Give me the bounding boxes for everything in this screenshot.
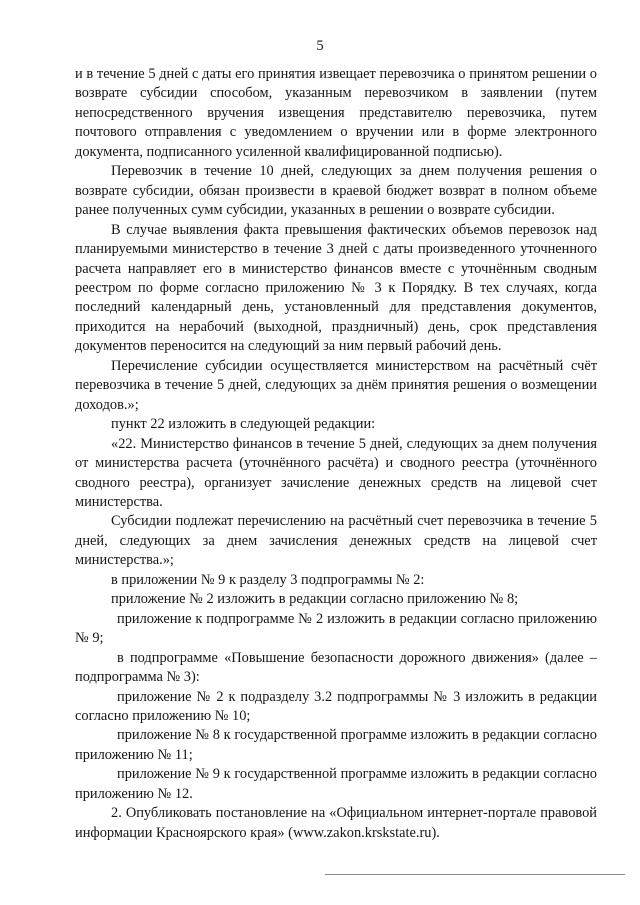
paragraph-publication: 2. Опубликовать постановление на «Официальном интернет-портале правовой информации Красноярского края» (www.zakon.krskstate.ru). [75, 805, 597, 841]
paragraph-item-22-intro: пункт 22 изложить в следующей редакции: [111, 416, 376, 433]
paragraph-subsidy-transfer: Перечисление субсидии осуществляется министерством на расчётный счёт перевозчика в течение 5 дней, следующих за днём принятия решения о возмещении доходов.»; [75, 357, 597, 413]
paragraph-item-22: «22. Министерство финансов в течение 5 дней, следующих за днем получения от министерства расчета (уточнённого расчёта) и сводного реестра (уточнённого сводного реестра), организует зачисление денежных средств на лицевой счет министерства. [75, 435, 597, 510]
paragraph-subsection-3-2: приложение № 2 к подразделу 3.2 подпрограммы № 3 изложить в редакции согласно приложению № 10; [75, 688, 597, 724]
paragraph-subprogram-2-appendix: приложение к подпрограмме № 2 изложить в редакции согласно приложению № 9; [75, 610, 597, 647]
paragraph-appendix-8-state: приложение № 8 к государственной программе изложить в редакции согласно приложению № 11; [75, 727, 597, 763]
paragraph-transfer-term: Субсидии подлежат перечислению на расчётный счет перевозчика в течение 5 дней, следующих за днем зачисления денежных средств на лицевой счет министерства.»; [75, 513, 597, 569]
paragraph-subsidy-return-notice: и в течение 5 дней с даты его принятия извещает перевозчика о принятом решении о возврате субсидии способом, указанным перевозчиком в заявлении (путем непосредственного вручения извещения представителю перевозчика, путем почтового отправления с уведомлением о вручении или в форме электронного документа, подписанного усиленной квалифицированной подписью). [75, 66, 597, 160]
paragraph-appendix-9-state: приложение № 9 к государственной программе изложить в редакции согласно приложению № 12. [75, 766, 597, 802]
page-number: 5 [316, 38, 324, 54]
paragraph-appendix-2: приложение № 2 изложить в редакции согласно приложению № 8; [111, 591, 519, 608]
paragraph-excess-volume: В случае выявления факта превышения фактических объемов перевозок над планируемыми министерство в течение 3 дней с даты произведенного уточненного расчета направляет его в министерство финансов вместе с уточнённым сводным реестром по форме согласно приложению № 3 к Порядку. В тех случаях, когда последний календарный день, установленный для представления документов, приходится на нерабочий (выходной, праздничный) день, срок представления документов переносится на следующий за ним первый рабочий день. [75, 221, 597, 355]
document-body [75, 65, 597, 843]
paragraph-appendix-9: в приложении № 9 к разделу 3 подпрограммы № 2: [111, 571, 425, 588]
paragraph-carrier-refund: Перевозчик в течение 10 дней, следующих за днем получения решения о возврате субсидии, обязан произвести в краевой бюджет возврат в полном объеме ранее полученных сумм субсидии, указанных в решении о возврате субсидии. [75, 163, 597, 219]
paragraph-subprogram-3: в подпрограмме «Повышение безопасности дорожного движения» (далее – подпрограмма № 3): [75, 649, 597, 686]
footer-divider [325, 874, 625, 875]
